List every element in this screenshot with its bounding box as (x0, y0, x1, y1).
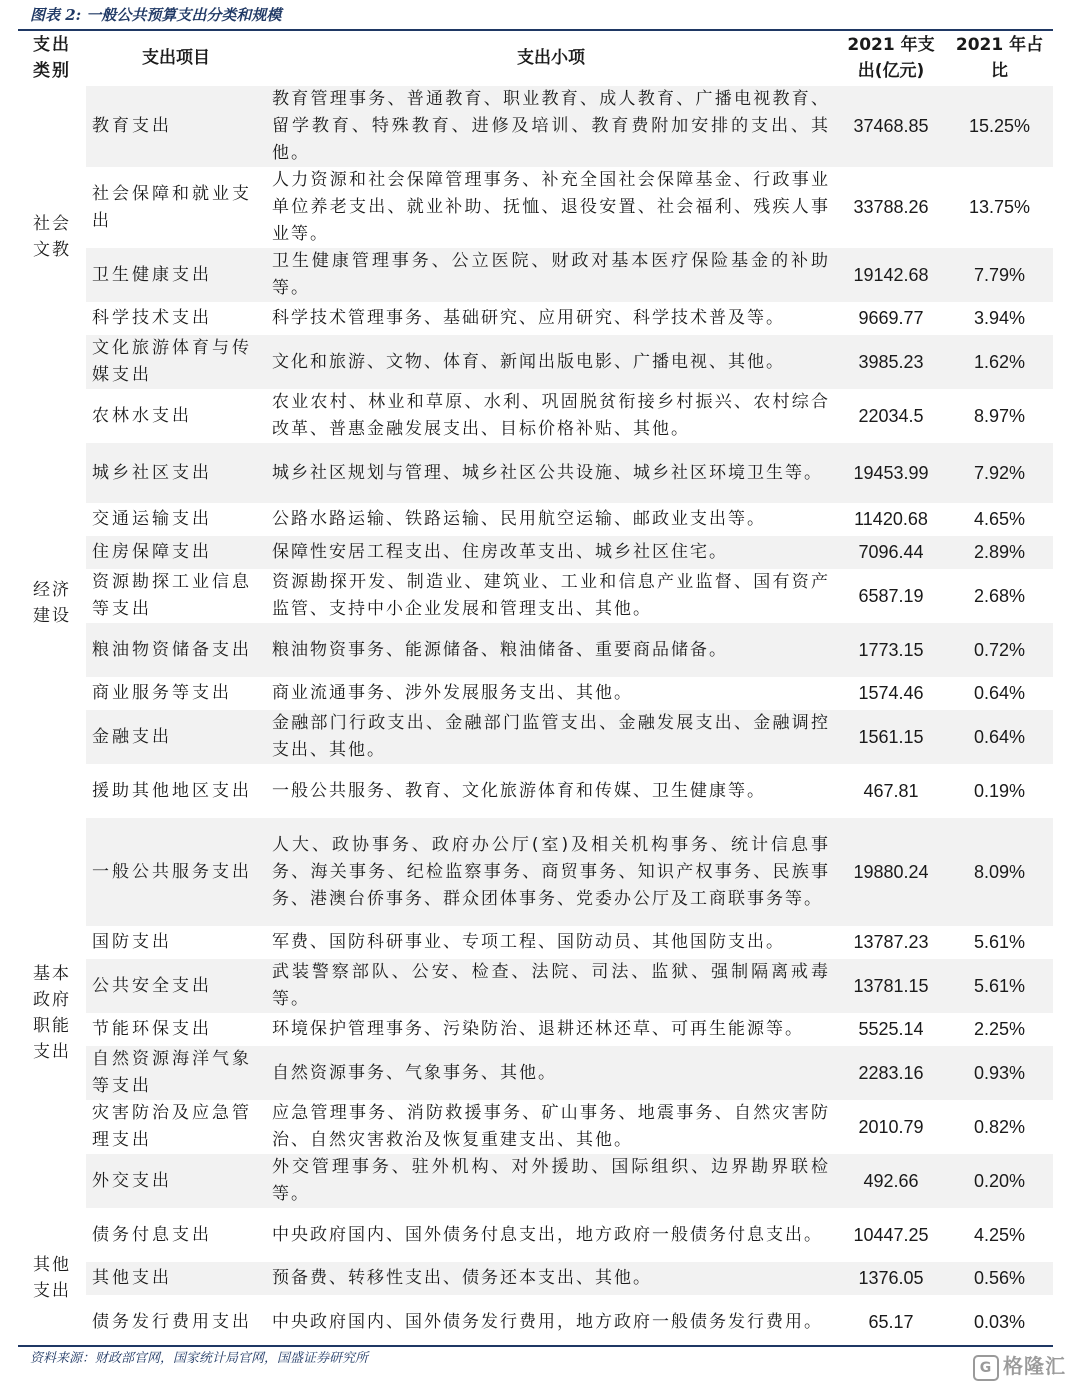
category-label: 社会文教 (32, 214, 71, 260)
table-row (18, 536, 1053, 569)
share-value: 15.25% (946, 86, 1053, 167)
expenditure-item: 商业服务等支出 (92, 683, 232, 703)
category-cell (18, 86, 86, 389)
amount-value: 65.17 (868, 1311, 914, 1332)
expenditure-item: 灾害防治及应急管理支出 (92, 1103, 252, 1150)
category-label: 其他支出 (32, 1255, 71, 1301)
header-detail: 支出小项 (517, 48, 585, 68)
share-value: 5.61% (946, 959, 1053, 1013)
expenditure-item: 科学技术支出 (92, 308, 212, 328)
share-value: 8.09% (946, 818, 1053, 926)
category-label: 经济建设 (32, 580, 71, 626)
table-row (18, 248, 1053, 302)
expenditure-detail: 军费、国防科研事业、专项工程、国防动员、其他国防支出。 (272, 932, 785, 952)
table-row (18, 167, 1053, 248)
amount-value: 1574.46 (858, 683, 924, 703)
share-value: 0.20% (946, 1154, 1053, 1208)
share-value: 4.25% (973, 1224, 1026, 1245)
category-cell (18, 389, 86, 818)
amount-value: 19880.24 (836, 818, 946, 926)
expenditure-detail: 粮油物资事务、能源储备、粮油储备、重要商品储备。 (266, 623, 836, 677)
amount-value: 1376.05 (836, 1262, 946, 1295)
table-row (18, 569, 1053, 623)
expenditure-detail: 农业农村、林业和草原、水利、巩固脱贫衔接乡村振兴、农村综合改革、普惠金融发展支出、目标价格补贴、其他。 (272, 392, 830, 439)
header-item: 支出项目 (142, 48, 210, 68)
expenditure-detail: 一般公共服务、教育、文化旅游体育和传媒、卫生健康等。 (272, 780, 766, 801)
table-row (18, 1262, 1053, 1295)
share-value: 2.89% (946, 536, 1053, 569)
amount-value: 492.66 (836, 1154, 946, 1208)
expenditure-detail: 商业流通事务、涉外发展服务支出、其他。 (272, 683, 633, 703)
amount-value: 1561.15 (836, 710, 946, 764)
expenditure-detail: 文化和旅游、文物、体育、新闻出版电影、广播电视、其他。 (266, 335, 836, 389)
expenditure-item: 住房保障支出 (86, 536, 266, 569)
amount-value: 33788.26 (853, 197, 929, 217)
share-value: 0.64% (946, 710, 1053, 764)
expenditure-detail: 资源勘探开发、制造业、建筑业、工业和信息产业监督、国有资产监管、支持中小企业发展和管理支出、其他。 (272, 572, 830, 619)
share-value: 0.19% (973, 780, 1026, 801)
expenditure-item: 教育支出 (86, 86, 266, 167)
expenditure-item: 债务发行费用支出 (92, 1311, 252, 1332)
expenditure-item: 国防支出 (92, 932, 172, 952)
share-value: 0.93% (946, 1046, 1053, 1100)
share-value: 4.65% (973, 509, 1026, 529)
share-value: 8.97% (973, 405, 1026, 426)
category-label: 基本政府职能支出 (32, 963, 71, 1062)
figure-caption: 图表 2: 一般公共预算支出分类和规模 (30, 6, 282, 24)
expenditure-item: 其他支出 (86, 1262, 266, 1295)
amount-value: 467.81 (863, 780, 919, 801)
share-value: 2.25% (973, 1019, 1026, 1039)
expenditure-detail: 科学技术管理事务、基础研究、应用研究、科学技术普及等。 (272, 308, 785, 328)
expenditure-detail: 武装警察部队、公安、检查、法院、司法、监狱、强制隔离戒毒等。 (266, 959, 836, 1013)
share-value: 1.62% (946, 335, 1053, 389)
amount-value: 37468.85 (836, 86, 946, 167)
table-row (18, 710, 1053, 764)
header-amount: 2021 年支出(亿元) (847, 35, 935, 81)
amount-value: 5525.14 (858, 1019, 924, 1039)
expenditure-detail: 公路水路运输、铁路运输、民用航空运输、邮政业支出等。 (272, 509, 766, 529)
share-value: 3.94% (973, 308, 1026, 328)
category-cell (18, 818, 86, 1208)
bottom-rule (18, 1345, 1053, 1347)
expenditure-item: 一般公共服务支出 (86, 818, 266, 926)
header-share: 2021 年占比 (955, 35, 1044, 81)
expenditure-item: 交通运输支出 (92, 509, 212, 529)
expenditure-detail: 人大、政协事务、政府办公厅(室)及相关机构事务、统计信息事务、海关事务、纪检监察事务、商贸事务、知识产权事务、民族事务、港澳台侨事务、群众团体事务、党委办公厅及工商联事务等。 (266, 818, 836, 926)
table-row (18, 1013, 1053, 1046)
share-value: 0.72% (946, 623, 1053, 677)
table-row (18, 818, 1053, 926)
share-value: 0.82% (973, 1116, 1026, 1137)
expenditure-item: 卫生健康支出 (86, 248, 266, 302)
expenditure-detail: 金融部门行政支出、金融部门监管支出、金融发展支出、金融调控支出、其他。 (266, 710, 836, 764)
table-row (18, 389, 1053, 443)
table-row (18, 1046, 1053, 1100)
expenditure-detail: 人力资源和社会保障管理事务、补充全国社会保障基金、行政事业单位养老支出、就业补助、抚恤、退役安置、社会福利、残疾人事业等。 (272, 170, 830, 244)
amount-value: 19453.99 (836, 443, 946, 503)
expenditure-table (18, 30, 1053, 1349)
header-category: 支出类别 (32, 35, 71, 81)
table-row (18, 959, 1053, 1013)
expenditure-detail: 预备费、转移性支出、债务还本支出、其他。 (266, 1262, 836, 1295)
amount-value: 13787.23 (853, 932, 929, 952)
table-row (18, 302, 1053, 335)
table-row (18, 1154, 1053, 1208)
table-row (18, 677, 1053, 710)
expenditure-item: 援助其他地区支出 (92, 780, 252, 801)
expenditure-detail: 卫生健康管理事务、公立医院、财政对基本医疗保险基金的补助等。 (266, 248, 836, 302)
amount-value: 3985.23 (836, 335, 946, 389)
table-row (18, 623, 1053, 677)
amount-value: 13781.15 (836, 959, 946, 1013)
table-row (18, 1100, 1053, 1154)
expenditure-item: 城乡社区支出 (86, 443, 266, 503)
amount-value: 2010.79 (858, 1116, 924, 1137)
share-value: 13.75% (968, 197, 1031, 217)
expenditure-item: 自然资源海洋气象等支出 (86, 1046, 266, 1100)
expenditure-item: 公共安全支出 (86, 959, 266, 1013)
expenditure-item: 粮油物资储备支出 (86, 623, 266, 677)
expenditure-item: 资源勘探工业信息等支出 (92, 572, 252, 619)
table-row (18, 1295, 1053, 1349)
table-row (18, 1208, 1053, 1262)
expenditure-item: 节能环保支出 (92, 1019, 212, 1039)
amount-value: 7096.44 (836, 536, 946, 569)
table-row (18, 764, 1053, 818)
amount-value: 19142.68 (836, 248, 946, 302)
header-row (18, 30, 1053, 86)
watermark-logo-icon: G (973, 1355, 999, 1381)
amount-value: 9669.77 (858, 308, 924, 328)
category-cell (18, 1208, 86, 1349)
share-value: 0.64% (973, 683, 1026, 703)
amount-value: 11420.68 (854, 509, 928, 529)
expenditure-item: 农林水支出 (92, 405, 192, 426)
amount-value: 1773.15 (836, 623, 946, 677)
share-value: 0.03% (973, 1311, 1026, 1332)
expenditure-detail: 中央政府国内、国外债务付息支出，地方政府一般债务付息支出。 (272, 1224, 823, 1245)
expenditure-item: 债务付息支出 (92, 1224, 212, 1245)
share-value: 5.61% (973, 932, 1026, 952)
expenditure-detail: 城乡社区规划与管理、城乡社区公共设施、城乡社区环境卫生等。 (266, 443, 836, 503)
expenditure-detail: 外交管理事务、驻外机构、对外援助、国际组织、边界勘界联检等。 (266, 1154, 836, 1208)
expenditure-detail: 应急管理事务、消防救援事务、矿山事务、地震事务、自然灾害防治、自然灾害救治及恢复重建支出、其他。 (272, 1103, 830, 1150)
expenditure-detail: 保障性安居工程支出、住房改革支出、城乡社区住宅。 (266, 536, 836, 569)
share-value: 2.68% (973, 585, 1026, 606)
share-value: 7.79% (946, 248, 1053, 302)
expenditure-item: 社会保障和就业支出 (92, 183, 252, 231)
expenditure-detail: 中央政府国内、国外债务发行费用，地方政府一般债务发行费用。 (272, 1311, 823, 1332)
amount-value: 10447.25 (853, 1224, 929, 1245)
expenditure-item: 金融支出 (86, 710, 266, 764)
table-row (18, 86, 1053, 167)
amount-value: 22034.5 (858, 405, 924, 426)
expenditure-detail: 教育管理事务、普通教育、职业教育、成人教育、广播电视教育、留学教育、特殊教育、进修及培训、教育费附加安排的支出、其他。 (266, 86, 836, 167)
table-row (18, 926, 1053, 959)
amount-value: 6587.19 (858, 585, 924, 606)
watermark (973, 1352, 1066, 1380)
table-row (18, 503, 1053, 536)
expenditure-detail: 自然资源事务、气象事务、其他。 (266, 1046, 836, 1100)
share-value: 0.56% (946, 1262, 1053, 1295)
amount-value: 2283.16 (836, 1046, 946, 1100)
table-row (18, 335, 1053, 389)
source-note: 资料来源：财政部官网，国家统计局官网，国盛证券研究所 (30, 1351, 369, 1366)
table-row (18, 443, 1053, 503)
share-value: 7.92% (946, 443, 1053, 503)
expenditure-item: 外交支出 (86, 1154, 266, 1208)
table-body (18, 86, 1053, 1349)
expenditure-item: 文化旅游体育与传媒支出 (86, 335, 266, 389)
watermark-text: 格隆汇 (1003, 1354, 1066, 1378)
expenditure-detail: 环境保护管理事务、污染防治、退耕还林还草、可再生能源等。 (272, 1019, 804, 1039)
